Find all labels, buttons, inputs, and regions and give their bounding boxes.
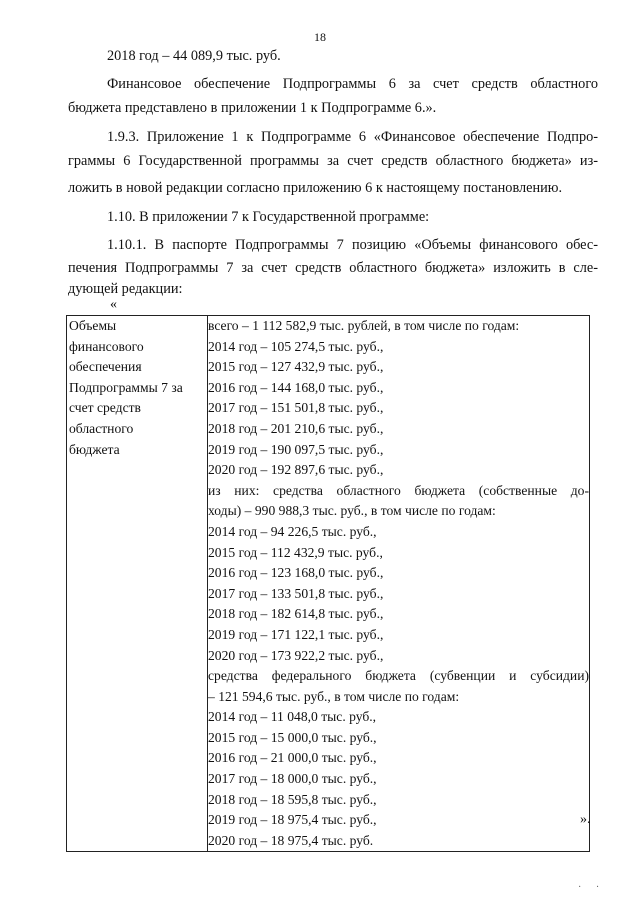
paragraph-193-line-3: ложить в новой редакции согласно приложению 6 к настоящему постановлению.: [68, 180, 563, 196]
value-line-federal-total: – 121 594,6 тыс. руб., в том числе по годам:: [208, 688, 460, 704]
value-line: 2015 год – 112 432,9 тыс. руб.,: [208, 544, 383, 560]
paragraph-financing-line-1: Финансовое обеспечение Подпрограммы 6 за счет средств областного: [107, 76, 598, 92]
paragraph-1101-line-2: печения Подпрограммы 7 за счет средств областного бюджета» изложить в сле-: [68, 260, 598, 276]
label-line: обеспечения: [69, 359, 142, 375]
financing-table: [66, 315, 590, 852]
value-line-total: всего – 1 112 582,9 тыс. рублей, в том числе по годам:: [208, 318, 520, 333]
value-line: 2019 год – 190 097,5 тыс. руб.,: [208, 441, 384, 457]
value-line-regional-total: ходы) – 990 988,3 тыс. руб., в том числе по годам:: [208, 503, 496, 519]
label-line: Объемы: [69, 318, 117, 333]
value-line: 2015 год – 15 000,0 тыс. руб.,: [208, 729, 377, 745]
value-line: 2016 год – 123 168,0 тыс. руб.,: [208, 565, 384, 581]
value-line: 2020 год – 173 922,2 тыс. руб.,: [208, 647, 384, 663]
value-line: 2019 год – 171 122,1 тыс. руб.,: [208, 626, 384, 642]
paragraph-2018-total: 2018 год – 44 089,9 тыс. руб.: [107, 48, 281, 64]
value-line: 2016 год – 144 168,0 тыс. руб.,: [208, 379, 384, 395]
label-line: бюджета: [69, 441, 120, 457]
paragraph-1101-line-1: 1.10.1. В паспорте Подпрограммы 7 позицию «Объемы финансового обес-: [107, 237, 598, 253]
value-line: 2014 год – 94 226,5 тыс. руб.,: [208, 523, 377, 539]
paragraph-1101-line-3: дующей редакции:: [68, 281, 183, 297]
label-line: счет средств: [69, 400, 141, 416]
paragraph-110: 1.10. В приложении 7 к Государственной программе:: [107, 209, 430, 225]
value-line-federal-header: средства федерального бюджета (субвенции и субсидии): [208, 668, 589, 684]
value-line-regional-header: из них: средства областного бюджета (собственные до-: [208, 482, 589, 498]
value-line: 2020 год – 18 975,4 тыс. руб.: [208, 832, 374, 848]
closing-quote: ».: [580, 812, 591, 827]
table-row: [67, 316, 590, 852]
paragraph-193-line-1: 1.9.3. Приложение 1 к Подпрограмме 6 «Финансовое обеспечение Подпро-: [107, 129, 598, 145]
value-line: 2015 год – 127 432,9 тыс. руб.,: [208, 359, 384, 375]
opening-quote: «: [110, 297, 117, 312]
value-line: 2014 год – 105 274,5 тыс. руб.,: [208, 338, 384, 354]
label-line: Подпрограммы 7 за: [69, 379, 183, 395]
label-line: финансового: [69, 338, 144, 354]
paragraph-193-line-2: граммы 6 Государственной программы за счет средств областного бюджета» из-: [68, 153, 598, 169]
values-cell: [208, 316, 590, 852]
value-line: 2014 год – 11 048,0 тыс. руб.,: [208, 709, 377, 725]
value-line: 2018 год – 18 595,8 тыс. руб.,: [208, 791, 377, 807]
value-line: 2019 год – 18 975,4 тыс. руб.,: [208, 812, 377, 828]
value-line: 2020 год – 192 897,6 тыс. руб.,: [208, 462, 384, 478]
scan-artifact-dots: · ·: [578, 882, 606, 893]
label-cell: [67, 316, 208, 852]
value-line: 2016 год – 21 000,0 тыс. руб.,: [208, 750, 377, 766]
value-line: 2018 год – 182 614,8 тыс. руб.,: [208, 606, 384, 622]
label-line: областного: [69, 420, 134, 436]
paragraph-financing-line-2: бюджета представлено в приложении 1 к Подпрограмме 6.».: [68, 100, 437, 116]
value-line: 2017 год – 133 501,8 тыс. руб.,: [208, 585, 384, 601]
value-line: 2018 год – 201 210,6 тыс. руб.,: [208, 420, 384, 436]
page-number: 18: [314, 30, 326, 44]
value-line: 2017 год – 18 000,0 тыс. руб.,: [208, 771, 377, 787]
value-line: 2017 год – 151 501,8 тыс. руб.,: [208, 400, 384, 416]
